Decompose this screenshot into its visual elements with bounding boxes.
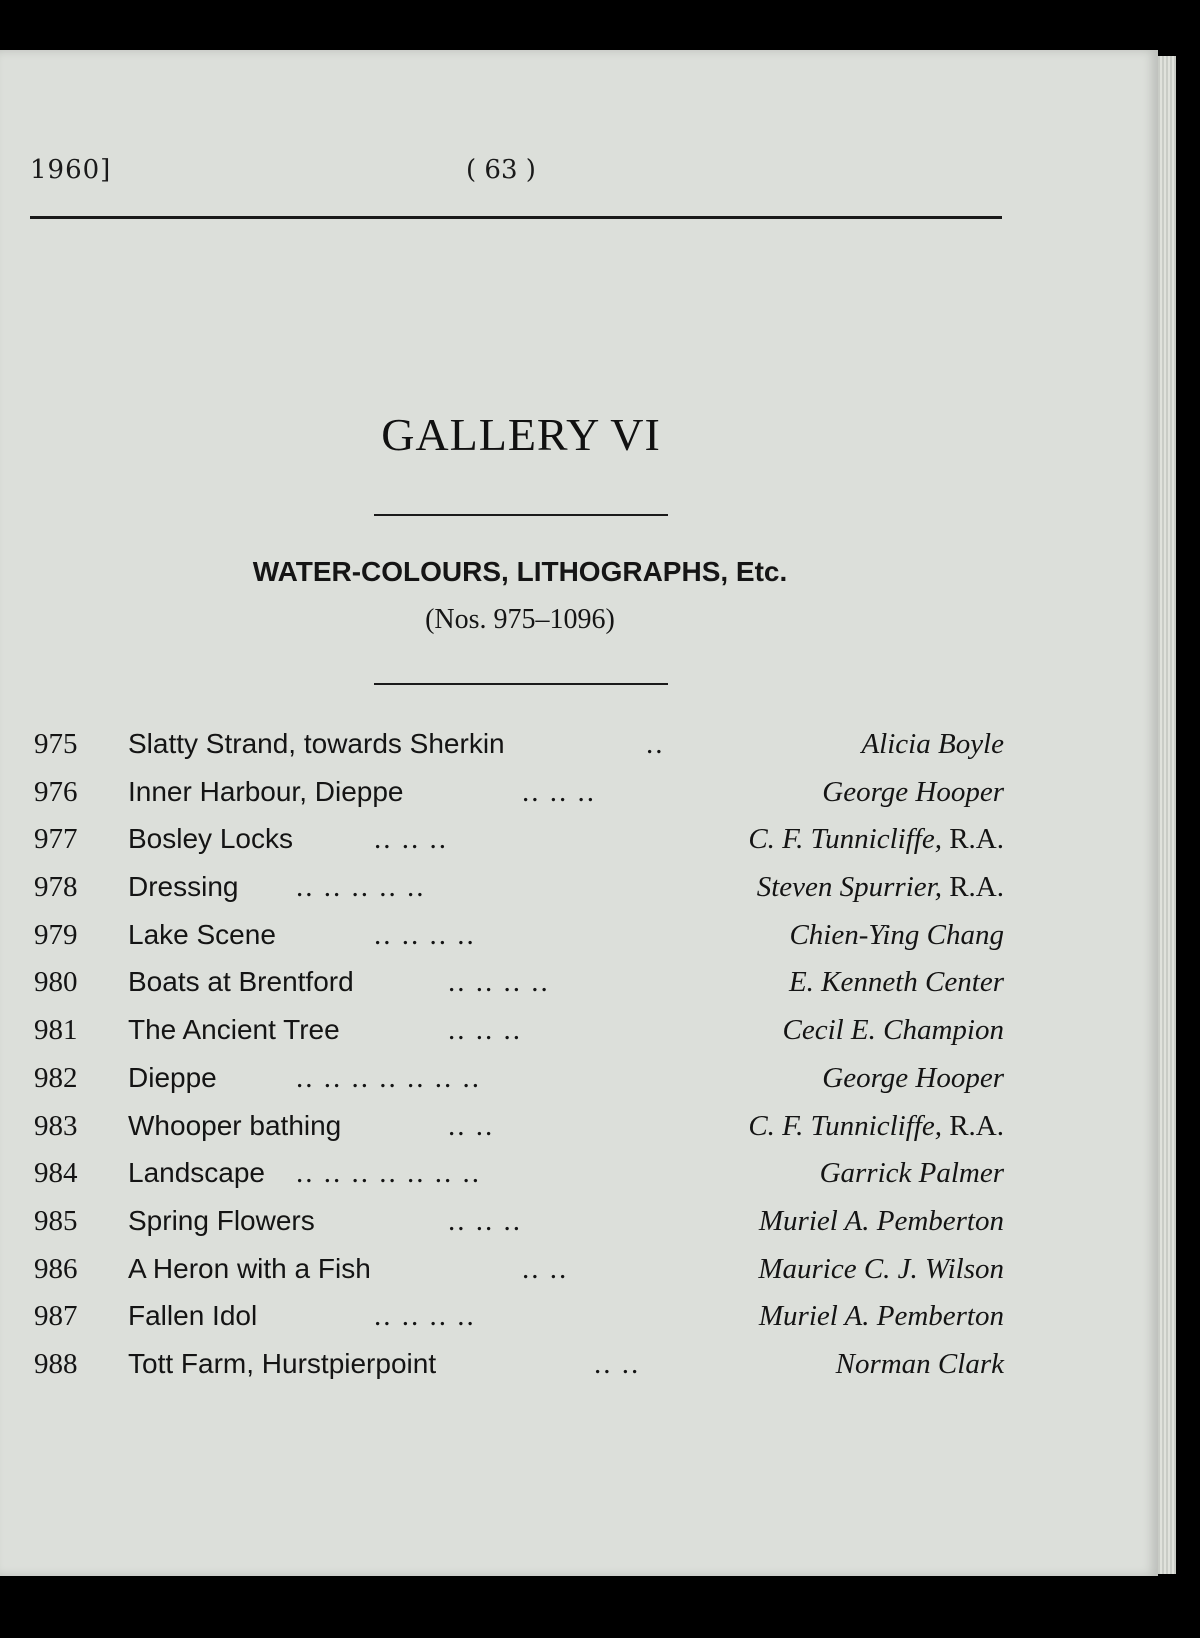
- artist-name: Chien-Ying Chang: [789, 918, 1004, 951]
- artist-name: Garrick Palmer: [819, 1157, 1004, 1190]
- entry-leader: ..: [646, 728, 665, 760]
- entry-title: Spring Flowers: [128, 1204, 315, 1236]
- entry-row: [34, 1253, 1004, 1301]
- entry-number: 985: [34, 1204, 78, 1237]
- entry-row: [34, 776, 1004, 824]
- artist-name: Norman Clark: [835, 1347, 1004, 1380]
- entry-number: 977: [34, 823, 78, 856]
- entry-row: [34, 871, 1004, 919]
- entry-artist: [836, 1348, 1004, 1381]
- entry-leader: .. .. .. .. .. .. ..: [296, 1061, 481, 1094]
- entry-artist: [782, 1014, 1004, 1047]
- header-rule: [30, 216, 1002, 219]
- entry-number: 979: [34, 918, 78, 951]
- entry-row: [34, 1348, 1004, 1396]
- entry-title: Inner Harbour, Dieppe: [128, 775, 404, 807]
- entry-number: 980: [34, 966, 78, 999]
- entry-artist: [822, 776, 1004, 809]
- running-header: [30, 155, 1002, 205]
- entry-number: 987: [34, 1300, 78, 1333]
- entry-title: Landscape: [128, 1157, 266, 1189]
- entry-title: A Heron with a Fish: [128, 1252, 371, 1284]
- entry-artist: [759, 1300, 1004, 1333]
- entry-number: 986: [34, 1252, 78, 1285]
- entry-artist: [748, 823, 1004, 856]
- entry-row: [34, 966, 1004, 1014]
- entry-artist: [759, 1205, 1004, 1238]
- artist-suffix: R.A.: [941, 871, 1004, 904]
- artist-name: E. Kenneth Center: [788, 966, 1004, 999]
- entry-artist: [789, 919, 1004, 952]
- entry-row: [34, 1205, 1004, 1253]
- entry-row: [34, 823, 1004, 871]
- entry-leader: .. .. ..: [522, 775, 596, 808]
- entry-number: 982: [34, 1061, 78, 1094]
- entry-leader: .. .. .. .. ..: [296, 871, 426, 904]
- entry-artist: [757, 871, 1004, 904]
- entry-list: [34, 728, 1004, 1396]
- entry-row: [34, 1300, 1004, 1348]
- section-title: WATER-COLOURS, LITHOGRAPHS, Etc.: [252, 556, 788, 587]
- entry-title: Bosley Locks: [128, 823, 293, 855]
- title-divider-top: [374, 514, 668, 516]
- entry-leader: .. .. ..: [374, 823, 448, 856]
- entry-number: 976: [34, 775, 78, 808]
- entry-title: Tott Farm, Hurstpierpoint: [128, 1347, 437, 1379]
- artist-suffix: R.A.: [941, 1109, 1004, 1142]
- entry-number: 975: [34, 728, 78, 760]
- entry-title: Lake Scene: [128, 918, 276, 950]
- entry-title: Dressing: [128, 871, 239, 903]
- artist-name: Alicia Boyle: [861, 728, 1004, 760]
- entry-leader: .. .. .. ..: [448, 966, 550, 999]
- entry-leader: .. ..: [448, 1109, 495, 1142]
- title-divider-bottom: [374, 683, 668, 685]
- entry-artist: [789, 966, 1004, 999]
- gallery-title: GALLERY VI: [381, 409, 661, 460]
- artist-name: Muriel A. Pemberton: [758, 1204, 1004, 1237]
- entry-artist: [820, 1157, 1004, 1190]
- entry-artist: [861, 728, 1004, 761]
- artist-suffix: R.A.: [941, 823, 1004, 856]
- entry-number: 978: [34, 871, 78, 904]
- header-page-number: ( 63 ): [466, 155, 536, 185]
- artist-name: C. F. Tunnicliffe,: [748, 823, 942, 856]
- entry-title: Whooper bathing: [128, 1109, 342, 1141]
- artist-name: George Hooper: [822, 775, 1004, 808]
- header-year: 1960]: [30, 155, 112, 185]
- artist-name: Muriel A. Pemberton: [758, 1300, 1004, 1333]
- entry-artist: [758, 1253, 1004, 1286]
- entry-leader: .. .. ..: [448, 1204, 522, 1237]
- section-number-range: (Nos. 975–1096): [425, 604, 615, 635]
- artist-name: George Hooper: [822, 1061, 1004, 1094]
- page-edge-stack: [1158, 56, 1176, 1574]
- entry-number: 984: [34, 1157, 78, 1190]
- entry-title: The Ancient Tree: [128, 1014, 340, 1046]
- entry-row: [34, 919, 1004, 967]
- entry-title: Slatty Strand, towards Sherkin: [128, 728, 505, 759]
- entry-row: [34, 728, 1004, 776]
- entry-artist: [748, 1110, 1004, 1143]
- entry-number: 983: [34, 1109, 78, 1142]
- entry-title: Dieppe: [128, 1061, 217, 1093]
- entry-leader: .. .. ..: [448, 1014, 522, 1047]
- artist-name: Maurice C. J. Wilson: [758, 1252, 1004, 1285]
- entry-row: [34, 1157, 1004, 1205]
- entry-leader: .. ..: [522, 1252, 569, 1285]
- entry-leader: .. .. .. ..: [374, 918, 476, 951]
- entry-row: [34, 1110, 1004, 1158]
- entry-row: [34, 1014, 1004, 1062]
- entry-title: Fallen Idol: [128, 1300, 258, 1332]
- entry-leader: .. .. .. .. .. .. ..: [296, 1157, 481, 1190]
- entry-leader: .. .. .. ..: [374, 1300, 476, 1333]
- entry-leader: .. ..: [594, 1347, 641, 1380]
- entry-title: Boats at Brentford: [128, 966, 354, 998]
- entry-row: [34, 1062, 1004, 1110]
- artist-name: Steven Spurrier,: [756, 871, 942, 904]
- artist-name: C. F. Tunnicliffe,: [748, 1109, 942, 1142]
- entry-number: 981: [34, 1014, 78, 1047]
- artist-name: Cecil E. Champion: [782, 1014, 1004, 1047]
- entry-artist: [822, 1062, 1004, 1095]
- entry-number: 988: [34, 1347, 78, 1380]
